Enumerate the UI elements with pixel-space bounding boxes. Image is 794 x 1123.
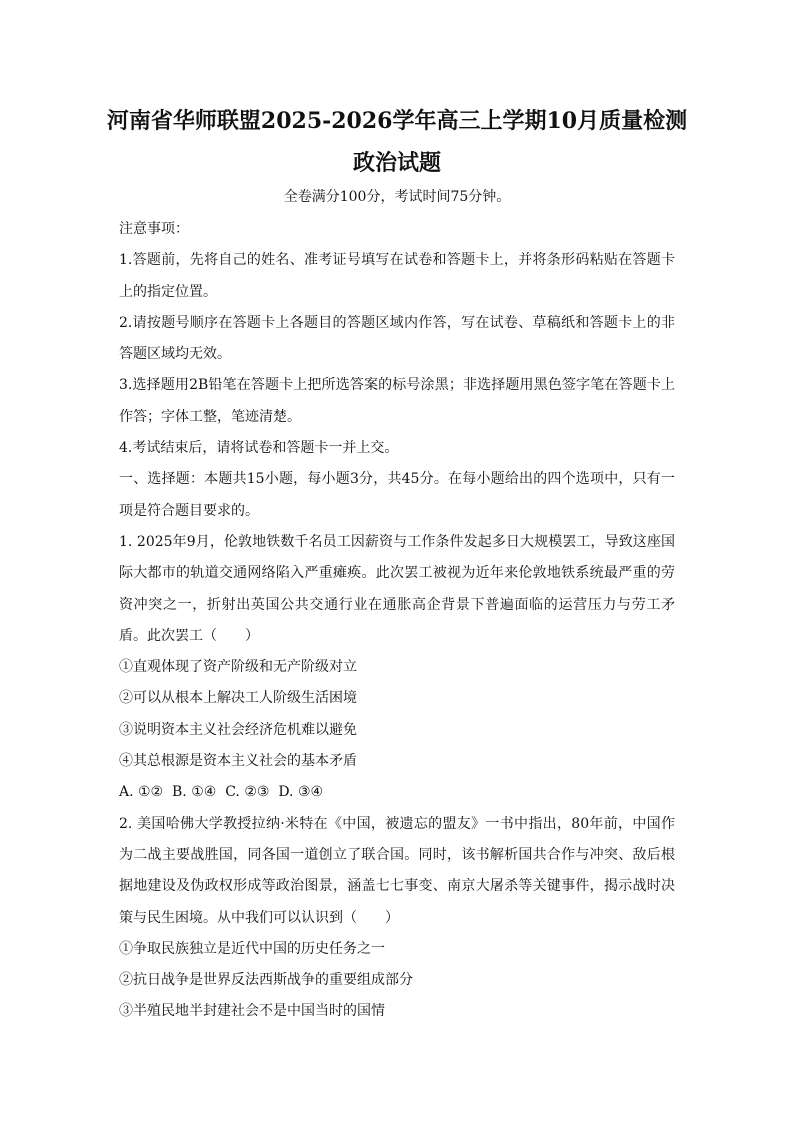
question-choice-item: ②抗日战争是世界反法西斯战争的重要组成部分 xyxy=(119,972,413,989)
exam-content xyxy=(119,214,675,1028)
note-item: 4.考试结束后，请将试卷和答题卡一并上交。 xyxy=(119,440,399,457)
exam-title: 河南省华师联盟2025-2026学年高三上学期10月质量检测 xyxy=(106,108,688,134)
question-choice-item: ①直观体现了资产阶级和无产阶级对立 xyxy=(119,659,357,676)
exam-time-info: 全卷满分100分，考试时间75分钟。 xyxy=(283,189,511,205)
question-choice-item: ④其总根源是资本主义社会的基本矛盾 xyxy=(119,753,357,770)
question-stem: 1. 2025年9月，伦敦地铁数千名员工因薪资与工作条件发起多日大规模罢工，导致这座国际大都市的轨道交通网络陷入严重瘫痪。此次罢工被视为近年来伦敦地铁系统最严重的劳资冲突之一，折射出英国公共交通行业在通胀高企背景下普遍面临的运营压力与劳工矛盾。此次罢工（ ） xyxy=(119,533,675,644)
question-choice-item: ③半殖民地半封建社会不是中国当时的国情 xyxy=(119,1003,385,1020)
note-item: 3.选择题用2B铅笔在答题卡上把所选答案的标号涂黑；非选择题用黑色签字笔在答题卡上作答；字体工整，笔迹清楚。 xyxy=(119,377,675,425)
question-choice-item: ③说明资本主义社会经济危机难以避免 xyxy=(119,721,357,738)
notes-heading: 注意事项： xyxy=(119,221,189,237)
question-choice-item: ②可以从根本上解决工人阶级生活困境 xyxy=(119,690,357,707)
note-item: 2.请按题号顺序在答题卡上各题目的答题区域内作答，写在试卷、草稿纸和答题卡上的非答题区域均无效。 xyxy=(119,314,675,363)
question-choice-item: ①争取民族独立是近代中国的历史任务之一 xyxy=(119,940,385,957)
note-item: 1.答题前，先将自己的姓名、准考证号填写在试卷和答题卡上，并将条形码粘贴在答题卡上的指定位置。 xyxy=(119,252,675,300)
section-heading: 一、选择题：本题共15小题，每小题3分，共45分。在每小题给出的四个选项中，只有一项是符合题目要求的。 xyxy=(119,471,675,519)
exam-subject-title: 政治试题 xyxy=(352,150,441,176)
question-stem: 2. 美国哈佛大学教授拉纳·米特在《中国，被遗忘的盟友》一书中指出，80年前，中国作为二战主要战胜国，同各国一道创立了联合国。同时，该书解析国共合作与冲突、敌后根据地建设及伪政权形成等政治图景，涵盖七七事变、南京大屠杀等关键事件，揭示战时决策与民生困境。从中我们可以认识到（ ） xyxy=(119,815,675,926)
answer-options: A. ①② B. ①④ C. ②③ D. ③④ xyxy=(119,784,324,801)
